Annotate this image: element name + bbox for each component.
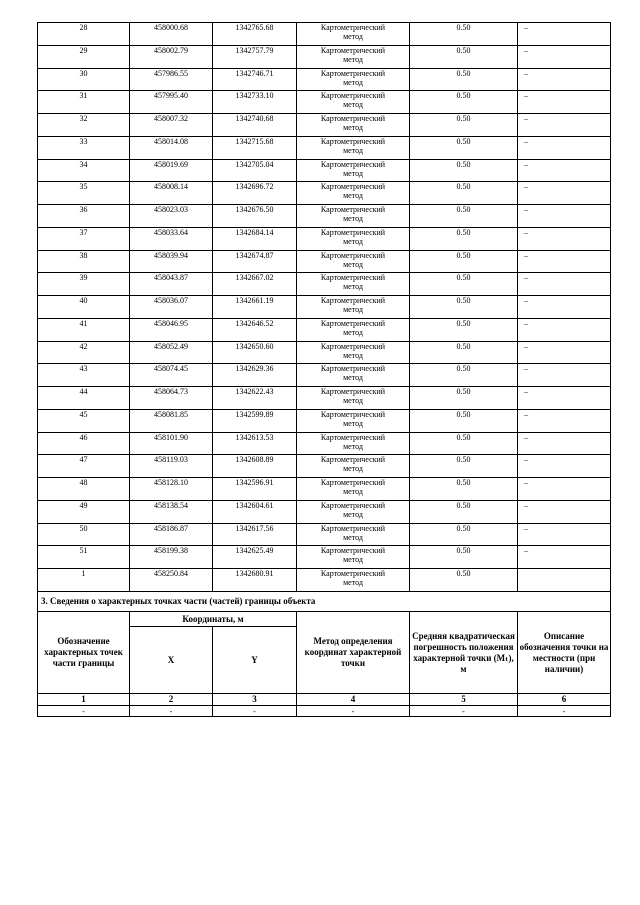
empty-row (38, 706, 611, 717)
column-number: 4 (297, 694, 410, 706)
x-coordinate-cell: 458007.32 (130, 114, 213, 137)
method-cell (297, 341, 410, 364)
column-number: 5 (410, 694, 518, 706)
boundary-points-body (38, 23, 611, 592)
y-coordinate-cell: 1342757.79 (213, 45, 297, 68)
header-coordinates: Координаты, м (130, 612, 297, 627)
method-cell (297, 205, 410, 228)
y-coordinate-cell: 1342680.91 (213, 569, 297, 592)
column-number: 1 (38, 694, 130, 706)
error-cell: 0.50 (410, 45, 518, 68)
error-cell: 0.50 (410, 182, 518, 205)
method-text: метод (343, 123, 363, 132)
x-coordinate-cell: 458039.94 (130, 250, 213, 273)
y-coordinate-cell: 1342667.02 (213, 273, 297, 296)
point-number-cell: 32 (38, 114, 130, 137)
table-row (38, 569, 611, 592)
method-text: Картометрический (320, 455, 386, 465)
x-coordinate-cell: 458186.87 (130, 523, 213, 546)
method-text: метод (343, 168, 363, 178)
error-cell: 0.50 (410, 455, 518, 478)
method-text: метод (343, 487, 363, 496)
method-text: метод (343, 441, 363, 451)
description-cell: – (518, 68, 611, 91)
method-text: Картометрический (320, 23, 386, 32)
x-coordinate-cell: 458008.14 (130, 182, 213, 205)
method-text: Картометрический (320, 523, 386, 533)
method-text: Картометрический (320, 182, 386, 192)
description-cell: – (518, 478, 611, 501)
method-text: Картометрический (320, 91, 386, 101)
table-row (38, 91, 611, 114)
error-cell: 0.50 (410, 318, 518, 341)
error-cell: 0.50 (410, 23, 518, 46)
method-cell (297, 273, 410, 296)
table-row (38, 500, 611, 523)
method-text: метод (343, 555, 363, 565)
section3-title: 3. Сведения о характерных точках части (частей) границы объекта (38, 592, 611, 612)
table-row (38, 159, 611, 182)
y-coordinate-cell: 1342746.71 (213, 68, 297, 91)
description-cell: – (518, 159, 611, 182)
method-text: Картометрический (320, 296, 386, 305)
method-cell (297, 409, 410, 432)
point-number-cell: 49 (38, 500, 130, 523)
error-cell: 0.50 (410, 114, 518, 137)
empty-cell: - (130, 706, 213, 717)
x-coordinate-cell: 458014.08 (130, 136, 213, 159)
method-text: метод (343, 418, 363, 428)
x-coordinate-cell: 458081.85 (130, 409, 213, 432)
description-cell: – (518, 114, 611, 137)
description-cell: – (518, 296, 611, 319)
table-row (38, 318, 611, 341)
x-coordinate-cell: 458036.07 (130, 296, 213, 319)
table-row (38, 227, 611, 250)
error-cell: 0.50 (410, 227, 518, 250)
method-text: Картометрический (320, 409, 386, 419)
method-cell (297, 455, 410, 478)
table-row (38, 182, 611, 205)
point-number-cell: 33 (38, 136, 130, 159)
description-cell: – (518, 364, 611, 387)
y-coordinate-cell: 1342696.72 (213, 182, 297, 205)
error-cell: 0.50 (410, 250, 518, 273)
method-cell (297, 432, 410, 455)
y-coordinate-cell: 1342674.87 (213, 250, 297, 273)
method-cell (297, 91, 410, 114)
x-coordinate-cell: 458074.45 (130, 364, 213, 387)
error-cell: 0.50 (410, 159, 518, 182)
y-coordinate-cell: 1342684.14 (213, 227, 297, 250)
column-number: 3 (213, 694, 297, 706)
x-coordinate-cell: 458128.10 (130, 478, 213, 501)
point-number-cell: 42 (38, 341, 130, 364)
column-number: 6 (518, 694, 611, 706)
description-cell: – (518, 500, 611, 523)
point-number-cell: 28 (38, 23, 130, 46)
method-text: метод (343, 373, 363, 383)
method-text: метод (343, 32, 363, 41)
description-cell: – (518, 45, 611, 68)
y-coordinate-cell: 1342765.68 (213, 23, 297, 46)
y-coordinate-cell: 1342608.89 (213, 455, 297, 478)
description-cell: – (518, 318, 611, 341)
x-coordinate-cell: 458046.95 (130, 318, 213, 341)
method-cell (297, 318, 410, 341)
y-coordinate-cell: 1342733.10 (213, 91, 297, 114)
point-number-cell: 31 (38, 91, 130, 114)
y-coordinate-cell: 1342596.91 (213, 478, 297, 501)
point-number-cell: 30 (38, 68, 130, 91)
description-cell: – (518, 387, 611, 410)
method-text: метод (343, 100, 363, 110)
point-number-cell: 46 (38, 432, 130, 455)
method-cell (297, 523, 410, 546)
y-coordinate-cell: 1342629.36 (213, 364, 297, 387)
table-row (38, 273, 611, 296)
method-text: метод (343, 396, 363, 405)
method-text: метод (343, 305, 363, 314)
point-number-cell: 41 (38, 318, 130, 341)
method-text: метод (343, 214, 363, 223)
description-cell (518, 569, 611, 592)
method-text: Картометрический (320, 68, 386, 78)
y-coordinate-cell: 1342715.68 (213, 136, 297, 159)
description-cell: – (518, 91, 611, 114)
x-coordinate-cell: 458033.64 (130, 227, 213, 250)
table-row (38, 136, 611, 159)
table-row (38, 114, 611, 137)
empty-cell: - (297, 706, 410, 717)
header-point-designation: Обозначение характерных точек части границы (38, 612, 130, 694)
table-row (38, 432, 611, 455)
method-text: метод (343, 578, 363, 587)
error-cell: 0.50 (410, 569, 518, 592)
error-cell: 0.50 (410, 523, 518, 546)
description-cell: – (518, 273, 611, 296)
error-cell: 0.50 (410, 387, 518, 410)
y-coordinate-cell: 1342740.68 (213, 114, 297, 137)
method-cell (297, 159, 410, 182)
description-cell: – (518, 432, 611, 455)
y-coordinate-cell: 1342646.52 (213, 318, 297, 341)
method-cell (297, 45, 410, 68)
x-coordinate-cell: 457995.40 (130, 91, 213, 114)
y-coordinate-cell: 1342613.53 (213, 432, 297, 455)
description-cell: – (518, 227, 611, 250)
point-number-cell: 51 (38, 546, 130, 569)
method-text: Картометрический (320, 341, 386, 351)
point-number-cell: 48 (38, 478, 130, 501)
point-number-cell: 34 (38, 159, 130, 182)
method-cell (297, 569, 410, 592)
y-coordinate-cell: 1342661.19 (213, 296, 297, 319)
x-coordinate-cell: 457986.55 (130, 68, 213, 91)
method-text: метод (343, 54, 363, 64)
error-cell: 0.50 (410, 409, 518, 432)
y-coordinate-cell: 1342676.50 (213, 205, 297, 228)
section3-table (37, 591, 611, 717)
header-x: X (130, 627, 213, 694)
error-cell: 0.50 (410, 205, 518, 228)
description-cell: – (518, 455, 611, 478)
method-cell (297, 136, 410, 159)
table-row (38, 409, 611, 432)
method-text: Картометрический (320, 114, 386, 123)
description-cell: – (518, 523, 611, 546)
x-coordinate-cell: 458019.69 (130, 159, 213, 182)
description-cell: – (518, 136, 611, 159)
error-cell: 0.50 (410, 432, 518, 455)
header-y: Y (213, 627, 297, 694)
method-cell (297, 23, 410, 46)
method-text: метод (343, 327, 363, 337)
point-number-cell: 38 (38, 250, 130, 273)
method-text: Картометрический (320, 250, 386, 260)
y-coordinate-cell: 1342604.61 (213, 500, 297, 523)
method-cell (297, 250, 410, 273)
point-number-cell: 37 (38, 227, 130, 250)
point-number-cell: 43 (38, 364, 130, 387)
x-coordinate-cell: 458250.84 (130, 569, 213, 592)
point-number-cell: 35 (38, 182, 130, 205)
method-text: Картометрический (320, 546, 386, 556)
y-coordinate-cell: 1342622.43 (213, 387, 297, 410)
empty-cell: - (38, 706, 130, 717)
point-number-cell: 39 (38, 273, 130, 296)
method-text: Картометрический (320, 273, 386, 283)
table-row (38, 455, 611, 478)
table-row (38, 250, 611, 273)
x-coordinate-cell: 458101.90 (130, 432, 213, 455)
method-cell (297, 500, 410, 523)
description-cell: – (518, 341, 611, 364)
x-coordinate-cell: 458023.03 (130, 205, 213, 228)
method-text: метод (343, 236, 363, 246)
point-number-cell: 36 (38, 205, 130, 228)
y-coordinate-cell: 1342705.04 (213, 159, 297, 182)
method-text: Картометрический (320, 387, 386, 396)
empty-cell: - (213, 706, 297, 717)
table-row (38, 546, 611, 569)
table-row (38, 387, 611, 410)
description-cell: – (518, 182, 611, 205)
error-cell: 0.50 (410, 364, 518, 387)
method-cell (297, 227, 410, 250)
method-cell (297, 114, 410, 137)
error-cell: 0.50 (410, 273, 518, 296)
point-number-cell: 45 (38, 409, 130, 432)
x-coordinate-cell: 458043.87 (130, 273, 213, 296)
table-row (38, 478, 611, 501)
method-cell (297, 387, 410, 410)
method-text: Картометрический (320, 478, 386, 487)
method-text: метод (343, 259, 363, 269)
y-coordinate-cell: 1342617.56 (213, 523, 297, 546)
column-number: 2 (130, 694, 213, 706)
error-cell: 0.50 (410, 478, 518, 501)
x-coordinate-cell: 458002.79 (130, 45, 213, 68)
point-number-cell: 44 (38, 387, 130, 410)
x-coordinate-cell: 458064.73 (130, 387, 213, 410)
header-error: Средняя квадратическая погрешность положения характерной точки (Мₜ), м (410, 612, 518, 694)
method-text: метод (343, 509, 363, 519)
table-row (38, 45, 611, 68)
method-text: Картометрический (320, 500, 386, 510)
y-coordinate-cell: 1342625.49 (213, 546, 297, 569)
empty-cell: - (518, 706, 611, 717)
method-cell (297, 296, 410, 319)
header-description: Описание обозначения точки на местности (при наличии) (518, 612, 611, 694)
error-cell: 0.50 (410, 546, 518, 569)
table-row (38, 364, 611, 387)
method-text: Картометрический (320, 364, 386, 374)
error-cell: 0.50 (410, 91, 518, 114)
method-text: Картометрический (320, 227, 386, 237)
x-coordinate-cell: 458119.03 (130, 455, 213, 478)
method-text: Картометрический (320, 569, 386, 578)
header-method: Метод определения координат характерной точки (297, 612, 410, 694)
point-number-cell: 47 (38, 455, 130, 478)
method-text: метод (343, 282, 363, 292)
error-cell: 0.50 (410, 68, 518, 91)
table-row (38, 523, 611, 546)
method-text: Картометрический (320, 45, 386, 55)
y-coordinate-cell: 1342650.60 (213, 341, 297, 364)
method-cell (297, 478, 410, 501)
point-number-cell: 29 (38, 45, 130, 68)
method-text: Картометрический (320, 318, 386, 328)
x-coordinate-cell: 458000.68 (130, 23, 213, 46)
error-cell: 0.50 (410, 500, 518, 523)
x-coordinate-cell: 458052.49 (130, 341, 213, 364)
description-cell: – (518, 205, 611, 228)
table-row (38, 296, 611, 319)
table-row (38, 205, 611, 228)
method-text: метод (343, 464, 363, 474)
method-cell (297, 546, 410, 569)
method-cell (297, 68, 410, 91)
method-text: метод (343, 77, 363, 87)
method-text: метод (343, 350, 363, 360)
point-number-cell: 1 (38, 569, 130, 592)
method-text: метод (343, 191, 363, 201)
method-text: метод (343, 145, 363, 155)
point-number-cell: 40 (38, 296, 130, 319)
description-cell: – (518, 250, 611, 273)
x-coordinate-cell: 458199.38 (130, 546, 213, 569)
y-coordinate-cell: 1342599.89 (213, 409, 297, 432)
point-number-cell: 50 (38, 523, 130, 546)
method-text: Картометрический (320, 136, 386, 146)
method-text: Картометрический (320, 159, 386, 169)
boundary-points-table (37, 22, 611, 592)
error-cell: 0.50 (410, 296, 518, 319)
table-row (38, 23, 611, 46)
empty-cell: - (410, 706, 518, 717)
description-cell: – (518, 409, 611, 432)
table-row (38, 341, 611, 364)
description-cell: – (518, 546, 611, 569)
method-cell (297, 364, 410, 387)
error-cell: 0.50 (410, 136, 518, 159)
table-row (38, 68, 611, 91)
method-cell (297, 182, 410, 205)
method-text: Картометрический (320, 205, 386, 214)
error-cell: 0.50 (410, 341, 518, 364)
method-text: метод (343, 532, 363, 542)
x-coordinate-cell: 458138.54 (130, 500, 213, 523)
method-text: Картометрический (320, 432, 386, 442)
description-cell: – (518, 23, 611, 46)
